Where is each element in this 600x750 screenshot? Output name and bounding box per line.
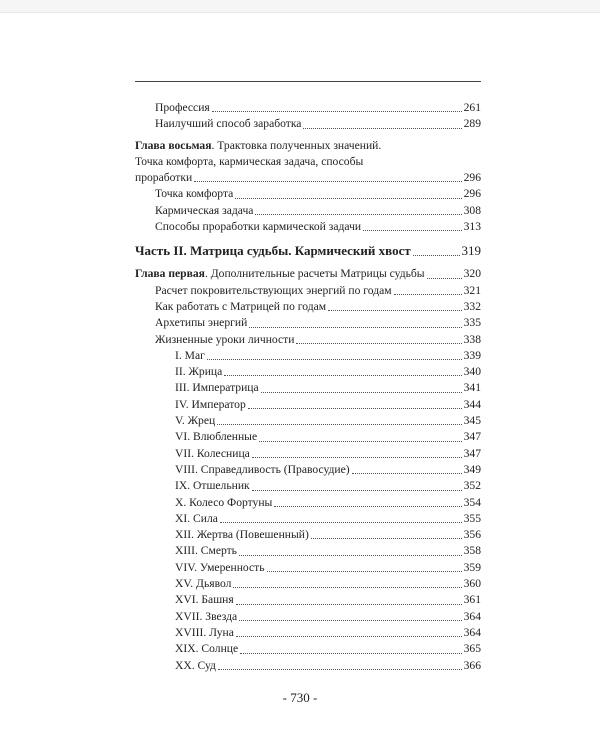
toc-subentry[interactable]: VII. Колесница 347 [175, 446, 481, 460]
toc-subentry[interactable]: IV. Император 344 [175, 397, 481, 411]
toc-subentry[interactable]: XVIII. Луна 364 [175, 625, 481, 639]
toc-subentry[interactable]: XI. Сила 355 [175, 511, 481, 525]
page-number: - 730 - [282, 690, 318, 705]
header-rule [135, 81, 481, 82]
toc-chapter-entry[interactable]: Глава восьмая. Трактовка полученных значений. Точка комфорта, кармическая задача, способы проработки 296 [135, 138, 481, 185]
toc-subentry[interactable]: II. Жрица 340 [175, 365, 481, 379]
toc-subentry[interactable]: XV. Дьявол 360 [175, 577, 481, 591]
toc-subentry[interactable]: X. Колесо Фортуны 354 [175, 495, 481, 509]
toc-subentry[interactable]: III. Императрица 341 [175, 381, 481, 395]
toc-chapter-entry[interactable]: Глава первая. Дополнительные расчеты Матрицы судьбы 320 [135, 267, 481, 281]
toc-subentry[interactable]: VIII. Справедливость (Правосудие) 349 [175, 462, 481, 476]
toc-subentry[interactable]: XII. Жертва (Повешенный) 356 [175, 528, 481, 542]
toc-entry[interactable]: Расчет покровительствующих энергий по годам 321 [155, 283, 481, 297]
toc-subentry[interactable]: VIV. Умеренность 359 [175, 560, 481, 574]
toc-subentry[interactable]: VI. Влюбленные 347 [175, 430, 481, 444]
toc-entry[interactable]: Архетипы энергий 335 [155, 316, 481, 330]
toc-entry[interactable]: Способы проработки кармической задачи 313 [155, 220, 481, 234]
toc-entry[interactable]: Наилучший способ заработка 289 [155, 117, 481, 131]
toc-subentry[interactable]: XVII. Звезда 364 [175, 609, 481, 623]
toc-subentry[interactable]: XX. Суд 366 [175, 658, 481, 672]
toc-subentry[interactable]: XIX. Солнце 365 [175, 642, 481, 656]
toc-entry[interactable]: Жизненные уроки личности 338 [155, 332, 481, 346]
toc-subentry[interactable]: I. Маг 339 [175, 348, 481, 362]
table-of-contents [135, 100, 481, 674]
toc-subentry[interactable]: XVI. Башня 361 [175, 593, 481, 607]
toc-subentry[interactable]: IX. Отшельник 352 [175, 479, 481, 493]
top-edge [0, 0, 600, 13]
toc-entry[interactable]: Как работать с Матрицей по годам 332 [155, 299, 481, 313]
toc-subentry[interactable]: XIII. Смерть 358 [175, 544, 481, 558]
toc-entry[interactable]: Точка комфорта 296 [155, 187, 481, 201]
toc-entry[interactable]: Профессия 261 [155, 101, 481, 114]
toc-part-entry[interactable]: Часть II. Матрица судьбы. Кармический хвост 319 [135, 243, 481, 259]
toc-entry[interactable]: Кармическая задача 308 [155, 203, 481, 217]
toc-subentry[interactable]: V. Жрец 345 [175, 414, 481, 428]
